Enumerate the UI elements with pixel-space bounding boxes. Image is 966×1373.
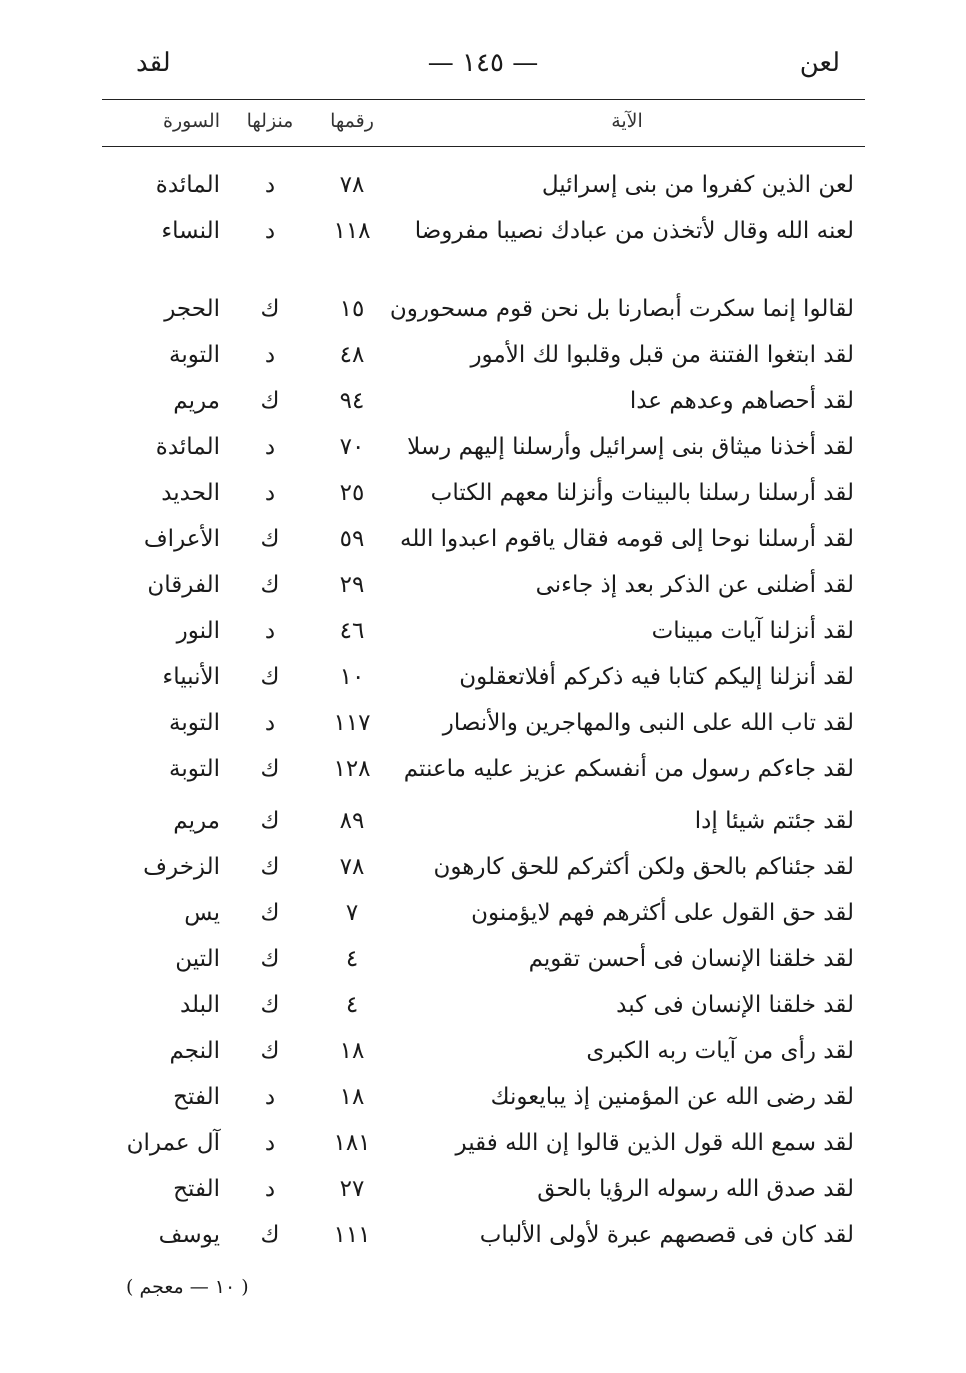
header-entry-start: لعن bbox=[799, 48, 840, 78]
surah-name: التوبة bbox=[169, 756, 220, 782]
table-row bbox=[0, 892, 966, 936]
revelation-place: ك bbox=[260, 1222, 280, 1248]
surah-name: آل عمران bbox=[126, 1130, 220, 1156]
verse-number: ١٠ bbox=[339, 664, 365, 690]
verse-number: ١١٧ bbox=[333, 710, 371, 736]
verse-number: ١١٨ bbox=[333, 218, 371, 244]
surah-name: الحديد bbox=[161, 480, 220, 506]
surah-name: يوسف bbox=[158, 1222, 220, 1248]
verse-text: لعن الذين كفروا من بنى إسرائيل bbox=[541, 172, 854, 198]
verse-number: ٤ bbox=[345, 946, 359, 972]
header-rule-bottom bbox=[102, 146, 865, 147]
table-row bbox=[0, 984, 966, 1028]
revelation-place: د bbox=[264, 480, 276, 506]
surah-name: يس bbox=[184, 900, 220, 926]
verse-text: لقد رضى الله عن المؤمنين إذ يبايعونك bbox=[490, 1084, 854, 1110]
table-row bbox=[0, 938, 966, 982]
table-row bbox=[0, 1214, 966, 1258]
column-header-verse: الآية bbox=[611, 110, 643, 132]
verse-text: لقد أحصاهم وعدهم عدا bbox=[629, 388, 854, 414]
revelation-place: ك bbox=[260, 756, 280, 782]
verse-text: لقد كان فى قصصهم عبرة لأولى الألباب bbox=[479, 1222, 854, 1248]
verse-text: لقد رأى من آيات ربه الكبرى bbox=[586, 1038, 854, 1064]
table-row bbox=[0, 1076, 966, 1120]
verse-number: ١٨ bbox=[339, 1084, 365, 1110]
verse-number: ١٥ bbox=[339, 296, 365, 322]
surah-name: المائدة bbox=[155, 172, 220, 198]
verse-number: ١٢٨ bbox=[333, 756, 371, 782]
verse-text: لقد حق القول على أكثرهم فهم لايؤمنون bbox=[471, 900, 854, 926]
verse-number: ٧٨ bbox=[339, 854, 365, 880]
verse-text: لقد أخذنا ميثاق بنى إسرائيل وأرسلنا إليهم رسلا bbox=[407, 434, 854, 460]
verse-text: لقد صدق الله رسوله الرؤيا بالحق bbox=[537, 1176, 854, 1202]
table-row bbox=[0, 210, 966, 254]
revelation-place: د bbox=[264, 1084, 276, 1110]
verse-text: لقد أنزلنا آيات مبينات bbox=[651, 618, 854, 644]
surah-name: الحجر bbox=[164, 296, 220, 322]
verse-text: لقد جئناكم بالحق ولكن أكثركم للحق كارهون bbox=[433, 854, 854, 880]
surah-name: الفرقان bbox=[147, 572, 220, 598]
surah-name: الأنبياء bbox=[162, 664, 220, 690]
revelation-place: ك bbox=[260, 946, 280, 972]
surah-name: مريم bbox=[173, 808, 220, 834]
verse-number: ٢٥ bbox=[339, 480, 365, 506]
surah-name: الزخرف bbox=[143, 854, 220, 880]
verse-number: ٥٩ bbox=[339, 526, 365, 552]
table-row bbox=[0, 288, 966, 332]
surah-name: النساء bbox=[161, 218, 220, 244]
verse-number: ٤٨ bbox=[339, 342, 365, 368]
verse-text: لقد خلقنا الإنسان فى أحسن تقويم bbox=[528, 946, 854, 972]
verse-number: ٨٩ bbox=[339, 808, 365, 834]
table-row bbox=[0, 426, 966, 470]
verse-text: لقد تاب الله على النبى والمهاجرين والأنصار bbox=[442, 710, 854, 736]
table-row bbox=[0, 518, 966, 562]
verse-text: لقد سمع الله قول الذين قالوا إن الله فقير bbox=[455, 1130, 854, 1156]
verse-text: لقد جئتم شيئا إدا bbox=[694, 808, 854, 834]
table-row bbox=[0, 656, 966, 700]
verse-text: لقد أنزلنا إليكم كتابا فيه ذكركم أفلاتعقلون bbox=[459, 664, 854, 690]
table-row bbox=[0, 800, 966, 844]
revelation-place: د bbox=[264, 618, 276, 644]
table-row bbox=[0, 1030, 966, 1074]
revelation-place: د bbox=[264, 342, 276, 368]
table-row bbox=[0, 610, 966, 654]
verse-text: لقد ابتغوا الفتنة من قبل وقلبوا لك الأمور bbox=[470, 342, 854, 368]
header-entry-end: لقد bbox=[136, 48, 171, 78]
header-rule-top bbox=[102, 99, 865, 100]
table-row bbox=[0, 334, 966, 378]
column-header-surah: السورة bbox=[163, 110, 220, 132]
verse-number: ٧٨ bbox=[339, 172, 365, 198]
table-row bbox=[0, 164, 966, 208]
surah-name: النجم bbox=[169, 1038, 220, 1064]
surah-name: التين bbox=[175, 946, 220, 972]
revelation-place: ك bbox=[260, 296, 280, 322]
surah-name: النور bbox=[176, 618, 220, 644]
table-row bbox=[0, 846, 966, 890]
column-header-number: رقمها bbox=[330, 110, 374, 132]
verse-number: ٢٩ bbox=[339, 572, 365, 598]
surah-name: الفتح bbox=[173, 1084, 220, 1110]
verse-number: ١٨١ bbox=[333, 1130, 371, 1156]
verse-text: لقد أرسلنا رسلنا بالبينات وأنزلنا معهم الكتاب bbox=[430, 480, 854, 506]
revelation-place: ك bbox=[260, 854, 280, 880]
revelation-place: ك bbox=[260, 900, 280, 926]
revelation-place: د bbox=[264, 434, 276, 460]
verse-text: لعنه الله وقال لأتخذن من عبادك نصيبا مفروضا bbox=[414, 218, 854, 244]
verse-number: ٧٠ bbox=[339, 434, 365, 460]
verse-text: لقالوا إنما سكرت أبصارنا بل نحن قوم مسحورون bbox=[389, 296, 854, 322]
revelation-place: د bbox=[264, 1176, 276, 1202]
verse-text: لقد أضلنى عن الذكر بعد إذ جاءنى bbox=[535, 572, 854, 598]
footer-signature: ( ١٠ — معجم ) bbox=[126, 1276, 249, 1298]
revelation-place: ك bbox=[260, 808, 280, 834]
column-header-place: منزلها bbox=[246, 110, 294, 132]
revelation-place: د bbox=[264, 218, 276, 244]
surah-name: الفتح bbox=[173, 1176, 220, 1202]
table-row bbox=[0, 564, 966, 608]
surah-name: المائدة bbox=[155, 434, 220, 460]
verse-number: ٧ bbox=[345, 900, 359, 926]
revelation-place: ك bbox=[260, 526, 280, 552]
table-row bbox=[0, 1122, 966, 1166]
table-row bbox=[0, 380, 966, 424]
surah-name: التوبة bbox=[169, 710, 220, 736]
verse-text: لقد خلقنا الإنسان فى كبد bbox=[616, 992, 854, 1018]
revelation-place: د bbox=[264, 1130, 276, 1156]
revelation-place: د bbox=[264, 172, 276, 198]
table-row bbox=[0, 472, 966, 516]
table-row bbox=[0, 748, 966, 792]
revelation-place: د bbox=[264, 710, 276, 736]
table-row bbox=[0, 1168, 966, 1212]
revelation-place: ك bbox=[260, 1038, 280, 1064]
verse-text: لقد أرسلنا نوحا إلى قومه فقال ياقوم اعبدوا الله bbox=[400, 526, 854, 552]
verse-number: ٢٧ bbox=[339, 1176, 365, 1202]
verse-number: ٩٤ bbox=[339, 388, 365, 414]
page-number: — ١٤٥ — bbox=[427, 48, 539, 78]
surah-name: مريم bbox=[173, 388, 220, 414]
surah-name: الأعراف bbox=[143, 526, 220, 552]
revelation-place: ك bbox=[260, 664, 280, 690]
surah-name: التوبة bbox=[169, 342, 220, 368]
verse-number: ٤٦ bbox=[339, 618, 365, 644]
verse-text: لقد جاءكم رسول من أنفسكم عزيز عليه ماعنتم bbox=[403, 756, 854, 782]
revelation-place: ك bbox=[260, 572, 280, 598]
table-row bbox=[0, 702, 966, 746]
revelation-place: ك bbox=[260, 992, 280, 1018]
verse-number: ٤ bbox=[345, 992, 359, 1018]
revelation-place: ك bbox=[260, 388, 280, 414]
surah-name: البلد bbox=[179, 992, 220, 1018]
verse-number: ١٨ bbox=[339, 1038, 365, 1064]
verse-number: ١١١ bbox=[333, 1222, 371, 1248]
